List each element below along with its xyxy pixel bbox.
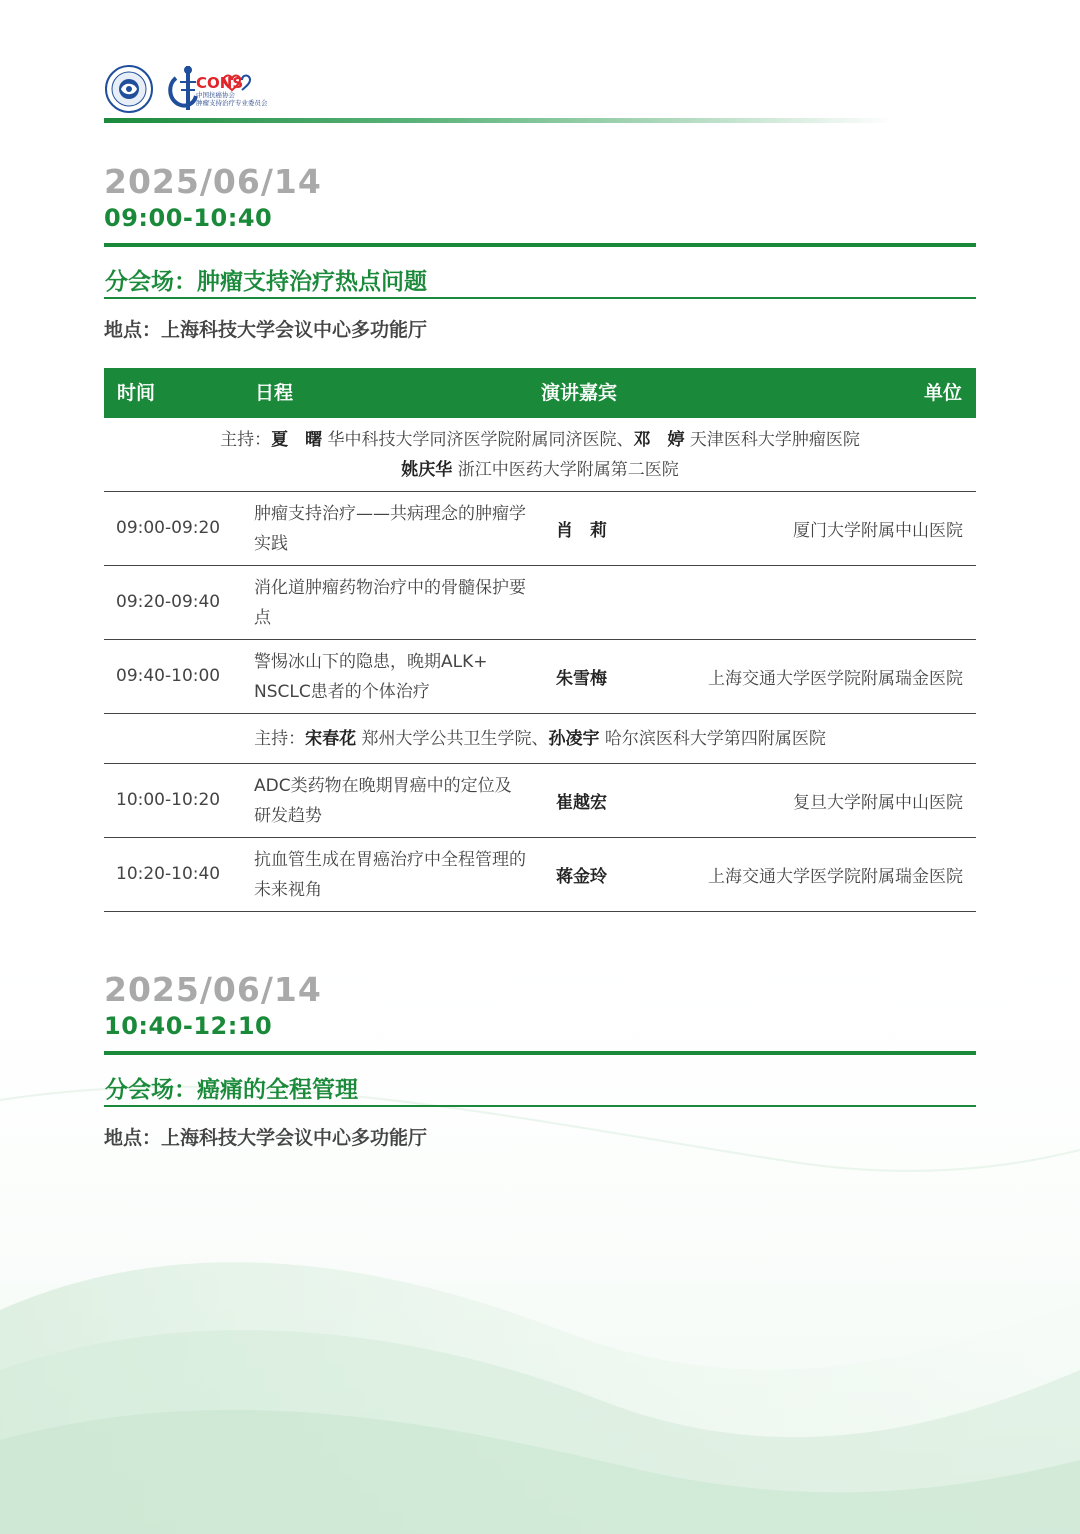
header-time: 时间	[117, 382, 156, 404]
session-1-divider	[104, 243, 976, 247]
row-speaker: 朱雪梅	[556, 668, 607, 689]
host-unit: 郑州大学公共卫生学院、	[361, 729, 549, 749]
table-row	[104, 838, 976, 912]
host-name: 姚庆华	[401, 460, 453, 480]
table-row	[104, 640, 976, 714]
row-unit: 复旦大学附属中山医院	[793, 792, 963, 813]
session-2-divider	[104, 1051, 976, 1055]
row-topic: ADC类药物在晚期胃癌中的定位及研发趋势	[254, 776, 512, 826]
logo-cn-line1: 中国抗癌协会	[196, 91, 235, 99]
host-name: 孙凌宇	[548, 729, 600, 749]
header-speaker: 演讲嘉宾	[541, 382, 618, 404]
session-1	[104, 163, 976, 344]
session-1-location: 地点：上海科技大学会议中心多功能厅	[104, 319, 428, 341]
session-2-location: 地点：上海科技大学会议中心多功能厅	[104, 1127, 428, 1149]
header-topic: 日程	[255, 382, 294, 404]
header-divider	[104, 118, 894, 123]
row-time: 09:20-09:40	[116, 592, 221, 612]
china-anti-cancer-association-logo-icon	[104, 64, 154, 114]
table-row	[104, 566, 976, 640]
row-time: 10:20-10:40	[116, 864, 221, 884]
schedule-table	[104, 368, 976, 912]
host-prefix: 主持：	[220, 430, 272, 450]
host-unit: 华中科技大学同济医学院附属同济医院、	[327, 430, 634, 450]
row-time: 09:40-10:00	[116, 666, 221, 686]
host-unit: 浙江中医药大学附属第二医院	[457, 460, 679, 480]
host-prefix: 主持：	[254, 729, 306, 749]
row-topic: 消化道肿瘤药物治疗中的骨髓保护要点	[254, 578, 526, 628]
session-2-date: 2025/06/14	[104, 970, 322, 1009]
row-unit: 上海交通大学医学院附属瑞金医院	[708, 866, 963, 887]
header	[104, 62, 884, 124]
host-name: 邓 婷	[633, 430, 685, 450]
row-time: 10:00-10:20	[116, 790, 221, 810]
table-header	[104, 368, 976, 418]
host-row-2	[104, 714, 976, 764]
host-name: 宋春花	[305, 729, 357, 749]
session-1-venue-underline	[104, 297, 976, 299]
row-speaker: 崔越宏	[556, 792, 607, 813]
host-row-2-line-1	[104, 724, 976, 754]
row-unit: 上海交通大学医学院附属瑞金医院	[708, 668, 963, 689]
session-2-venue-underline	[104, 1105, 976, 1107]
host-row-1	[104, 418, 976, 492]
table-row	[104, 492, 976, 566]
session-1-date: 2025/06/14	[104, 162, 322, 201]
session-1-time: 09:00-10:40	[104, 204, 273, 232]
header-unit: 单位	[923, 382, 962, 404]
logo-cons-text: CONS	[196, 74, 244, 92]
session-1-venue-title: 分会场：肿瘤支持治疗热点问题	[105, 269, 427, 295]
row-topic: 警惕冰山下的隐患，晚期ALK+ NSCLC患者的个体治疗	[254, 652, 488, 702]
table-row	[104, 764, 976, 838]
session-2-venue-title: 分会场：癌痛的全程管理	[105, 1077, 358, 1103]
row-speaker: 蒋金玲	[556, 866, 607, 887]
row-topic: 肿瘤支持治疗——共病理念的肿瘤学实践	[254, 504, 526, 554]
host-unit: 天津医科大学肿瘤医院	[689, 430, 860, 450]
logo-cn-text	[196, 92, 268, 107]
row-time: 09:00-09:20	[116, 518, 221, 538]
host-name: 夏 曙	[271, 430, 323, 450]
row-unit: 厦门大学附属中山医院	[793, 520, 963, 541]
row-speaker: 肖 莉	[556, 520, 607, 541]
host-unit: 哈尔滨医科大学第四附属医院	[604, 729, 826, 749]
logo-cn-line2: 肿瘤支持治疗专业委员会	[196, 98, 268, 107]
row-topic: 抗血管生成在胃癌治疗中全程管理的未来视角	[254, 850, 526, 900]
host-row-1-line-2	[104, 455, 976, 485]
host-row-1-line-1	[104, 425, 976, 455]
session-2-time: 10:40-12:10	[104, 1012, 273, 1040]
session-2	[104, 971, 976, 1152]
